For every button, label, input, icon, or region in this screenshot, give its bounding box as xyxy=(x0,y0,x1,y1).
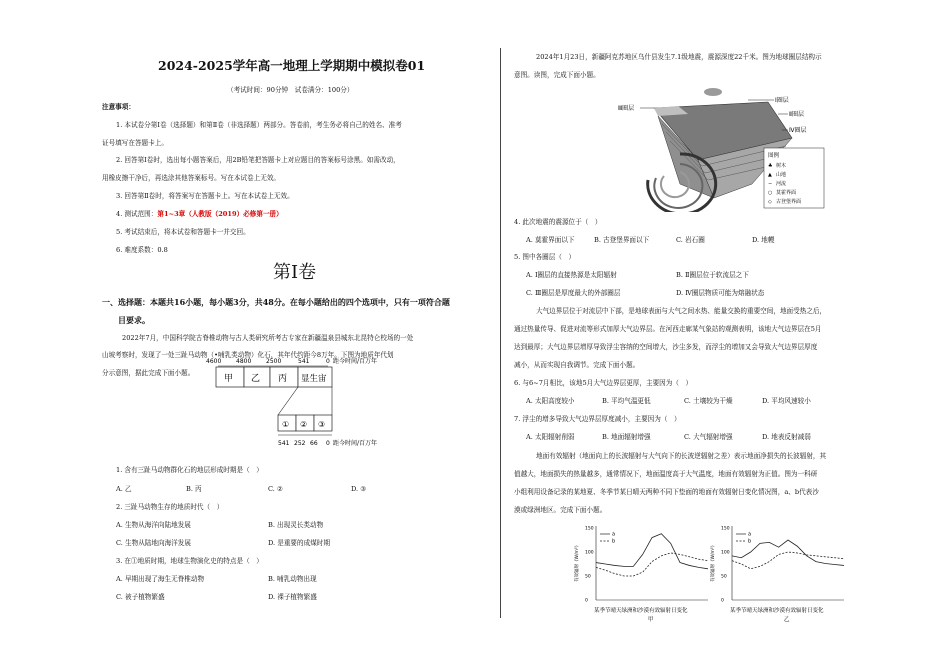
sub-label-1: ① xyxy=(282,420,290,429)
passage4-line2: 值越大，地面损失的热量越多，通常情况下，地面温度高于大气温度，地面有效辐射为正值。图为一科研 xyxy=(514,470,818,478)
volume-title: 第Ⅰ卷 xyxy=(273,262,317,283)
chart-1-legend-a: a xyxy=(748,531,752,538)
notice-heading: 注意事项： xyxy=(102,103,135,111)
sub-label-2: ② xyxy=(300,420,308,429)
passage4-line4: 漠或绿洲地区。完成下面小题。 xyxy=(514,506,607,514)
chart-0-legend-b: b xyxy=(612,538,616,545)
exam-info: （考试时间：90分钟 试卷满分：100分） xyxy=(227,86,354,94)
notice-6: 6. 难度系数：0.8 xyxy=(116,246,168,254)
section1-heading-cont: 目要求。 xyxy=(118,315,150,325)
left-column xyxy=(96,0,494,672)
q2-stem: 2. 三趾马动物生存的地质时代（ ） xyxy=(116,503,224,511)
era-label-yi: 乙 xyxy=(251,374,261,384)
chart-1-ytick-0: 0 xyxy=(721,598,724,604)
q1-option-c[interactable]: C. ② xyxy=(268,485,283,493)
chart-yi-ylabel: 有效辐射（W/m²） xyxy=(711,542,716,582)
passage1-line1: 2022年7月，中国科学院古脊椎动物与古人类研究所考古专家在新疆温泉县城东北昆特仑校场的一处 xyxy=(122,334,414,342)
tick-252: 252 xyxy=(294,440,306,447)
timeline-unit-bottom: 距今时间/百万年 xyxy=(333,440,378,447)
passage2-line2: 意图。读图，完成下面小题。 xyxy=(514,71,600,79)
chart-1-series-b xyxy=(732,552,844,569)
passage1-line3: 分示意图，据此完成下面小题。 xyxy=(102,369,195,377)
chart-jia-title: 某季节晴天绿洲和沙漠有效辐射日变化 xyxy=(594,608,688,614)
chart-1-legend-b: b xyxy=(748,538,752,545)
q3-option-a[interactable]: A. 早期出现了海生无脊椎动物 xyxy=(116,575,205,583)
q7-option-d[interactable]: D. 地表反射减弱 xyxy=(762,433,811,441)
q4-option-a[interactable]: A. 莫霍界面以下 xyxy=(526,236,575,244)
q6-stem: 6. 与6~7月相比，该地5月大气边界层更厚，主要因为（ ） xyxy=(514,379,693,387)
q4-option-d[interactable]: D. 地幔 xyxy=(752,236,775,244)
exam-title: 2024-2025学年高一地理上学期期中模拟卷01 xyxy=(158,58,426,73)
tick-0-b: 0 xyxy=(326,440,330,447)
q7-option-a[interactable]: A. 太阳辐射削弱 xyxy=(526,433,575,441)
notice-1a: 1. 本试卷分第Ⅰ卷（选择题）和第Ⅱ卷（非选择题）两部分。答卷前，考生务必将自己的姓名、准考 xyxy=(116,121,402,129)
radiation-chart-yi xyxy=(710,520,850,622)
label-layer-2: Ⅱ圈层 xyxy=(789,111,804,118)
q1-option-d[interactable]: D. ③ xyxy=(351,485,367,493)
tick-4800: 4800 xyxy=(236,358,252,365)
chart-0-legend-a: a xyxy=(612,531,616,538)
q7-option-c[interactable]: C. 大气辐射增强 xyxy=(684,433,733,441)
q3-option-d[interactable]: D. 裸子植物繁盛 xyxy=(268,593,317,601)
legend-moho-icon: ○ xyxy=(768,190,773,196)
chart-yi-panel: 乙 xyxy=(784,617,790,622)
radiation-chart-jia xyxy=(574,520,714,622)
legend-mountain-icon: ▲ xyxy=(768,172,772,178)
q6-option-a[interactable]: A. 太阳高度较小 xyxy=(526,397,575,405)
q3-option-b[interactable]: B. 哺乳动物出现 xyxy=(268,575,317,583)
passage1-line2: 山坡考察时，发现了一处三趾马动物（•哺乳类动物）化石，其年代约距今8万年。下图为地质年代划 xyxy=(102,351,394,359)
section1-heading: 一、选择题：本题共16小题，每小题3分，共48分。在每小题给出的四个选项中，只有一项符合题 xyxy=(102,297,450,307)
q2-option-c[interactable]: C. 生物从陆地向海洋发展 xyxy=(116,539,191,547)
q2-option-d[interactable]: D. 是重要的成煤时期 xyxy=(268,539,330,547)
q7-option-b[interactable]: B. 地面辐射增强 xyxy=(602,433,651,441)
q2-option-b[interactable]: B. 出现灵长类动物 xyxy=(268,521,324,529)
q6-option-c[interactable]: C. 土壤较为干燥 xyxy=(684,397,733,405)
passage3-line4: 减小，从而实现自我调节。完成下面小题。 xyxy=(514,361,640,369)
notice-2b: 用橡皮擦干净后，再选涂其他答案标号。写在本试卷上无效。 xyxy=(102,174,281,182)
passage2-line1: 2024年1月23日，新疆阿克苏地区乌什县发生7.1级地震，震源深度22千米。图为地球圈层结构示 xyxy=(536,53,822,61)
q5-stem: 5. 图中各圈层（ ） xyxy=(514,253,576,261)
notice-2a: 2. 回答第Ⅰ卷时，选出每小题答案后，用2B铅笔把答题卡上对应题目的答案标号涂黑。如需改动， xyxy=(116,156,400,164)
legend-title: 图例 xyxy=(768,153,780,159)
era-label-phanerozoic: 显生宙 xyxy=(301,374,327,384)
notice-1b: 证号填写在答题卡上。 xyxy=(102,139,168,147)
sub-label-3: ③ xyxy=(318,420,326,429)
q5-option-c[interactable]: C. Ⅲ圈层是厚度最大的外部圈层 xyxy=(526,289,621,297)
tick-541: 541 xyxy=(298,358,310,365)
q7-stem: 7. 浮尘的增多导致大气边界层厚度减小，主要因为（ ） xyxy=(514,415,681,423)
tick-66: 66 xyxy=(310,440,318,447)
q1-option-b[interactable]: B. 丙 xyxy=(186,485,202,493)
chart-jia-ylabel: 有效辐射（W/m²） xyxy=(575,542,580,582)
q4-option-c[interactable]: C. 岩石圈 xyxy=(676,236,705,244)
q5-option-b[interactable]: B. Ⅱ圈层位于软流层之下 xyxy=(676,271,749,279)
tick-541-b: 541 xyxy=(278,440,290,447)
q4-stem: 4. 此次地震的震源位于（ ） xyxy=(514,218,602,226)
passage4-line3: 小组利用设备记录的某地夏、冬季节某日晴天两种不同下垫面的地面有效辐射日变化情况图，a、b代表沙 xyxy=(514,488,819,496)
era-label-jia: 甲 xyxy=(224,374,234,384)
notice-3: 3. 回答第Ⅱ卷时，将答案写在答题卡上。写在本试卷上无效。 xyxy=(116,192,294,200)
passage3-line1: 大气边界层位于对流层中下部，是地球表面与大气之间水热、能量交换的重要空间，地面受热之后， xyxy=(536,307,827,315)
legend-gutenberg-icon: ◇ xyxy=(768,199,772,205)
q3-option-c[interactable]: C. 被子植物繁盛 xyxy=(116,593,165,601)
legend-river: 河流 xyxy=(776,181,787,187)
q1-option-a[interactable]: A. 乙 xyxy=(116,485,132,493)
q1-stem: 1. 含有三趾马动物群化石的地层形成时期是（ ） xyxy=(116,466,263,474)
chart-1-ytick-3: 150 xyxy=(721,526,730,532)
notice-5: 5. 考试结束后，将本试卷和答题卡一并交回。 xyxy=(116,228,250,236)
legend-river-icon: ∽ xyxy=(768,181,773,187)
timeline-unit-top: 距今时间/百万年 xyxy=(333,358,378,365)
q5-option-a[interactable]: A. Ⅰ圈层的直接热源是太阳辐射 xyxy=(526,271,617,279)
q6-option-b[interactable]: B. 平均气温更低 xyxy=(602,397,651,405)
tick-2500: 2500 xyxy=(266,358,282,365)
legend-mountain: 山地 xyxy=(776,172,787,178)
passage4-line1: 地面有效辐射（地面向上的长波辐射与大气向下的长波逆辐射之差）表示地面净损失的长波辐射，其 xyxy=(536,452,827,460)
notice-4: 4. 测试范围：第1~3章（人教版（2019）必修第一册） xyxy=(116,210,283,218)
q2-option-a[interactable]: A. 生物从海洋向陆地发展 xyxy=(116,521,191,529)
chart-jia-panel: 甲 xyxy=(648,617,654,622)
cloud xyxy=(704,88,722,96)
tick-4600: 4600 xyxy=(206,358,222,365)
legend-tree-icon: ♣ xyxy=(768,163,773,169)
label-layer-1: Ⅰ圈层 xyxy=(775,97,789,104)
q6-option-d[interactable]: D. 平均风速较小 xyxy=(762,397,811,405)
right-column xyxy=(506,0,856,672)
tick-0: 0 xyxy=(326,358,330,365)
chart-0-series-b xyxy=(596,553,708,576)
column-divider xyxy=(500,48,501,618)
label-layer-3: Ⅲ圈层 xyxy=(618,105,635,112)
test-scope: 第1~3章（人教版（2019）必修第一册） xyxy=(157,210,283,218)
q5-option-d[interactable]: D. Ⅳ圈层物质可能为熔融状态 xyxy=(676,289,765,297)
label-layer-4: Ⅳ圈层 xyxy=(789,127,807,134)
legend-gutenberg: 古登堡界面 xyxy=(776,199,802,205)
chart-0-ytick-3: 150 xyxy=(585,526,594,532)
passage3-line3: 达到最厚；大气边界层增厚导致浮尘容纳的空间增大，沙尘多发，而浮尘的增加又会导致大气边界层厚度 xyxy=(514,343,818,351)
passage3-line2: 通过热量传导、促进对流等形式加厚大气边界层。在河西走廊某气象站的观测表明，该地大气边界层在5月 xyxy=(514,325,822,333)
chart-1-ytick-1: 50 xyxy=(721,574,727,580)
geologic-timeline-figure xyxy=(206,353,486,459)
earth-layers-figure xyxy=(618,84,828,212)
era-label-bing: 丙 xyxy=(278,374,288,384)
legend-tree: 树木 xyxy=(776,163,787,169)
chart-0-ytick-1: 50 xyxy=(585,574,591,580)
chart-0-ytick-2: 100 xyxy=(585,550,594,556)
chart-1-ytick-2: 100 xyxy=(721,550,730,556)
chart-0-ytick-0: 0 xyxy=(585,598,588,604)
chart-yi-title: 某季节晴天绿洲和沙漠有效辐射日变化 xyxy=(730,608,824,614)
q3-stem: 3. 在①地质时期，地球生物演化史的特点是（ ） xyxy=(116,557,263,565)
q4-option-b[interactable]: B. 古登堡界面以下 xyxy=(594,236,650,244)
legend-moho: 莫霍界面 xyxy=(776,190,797,196)
